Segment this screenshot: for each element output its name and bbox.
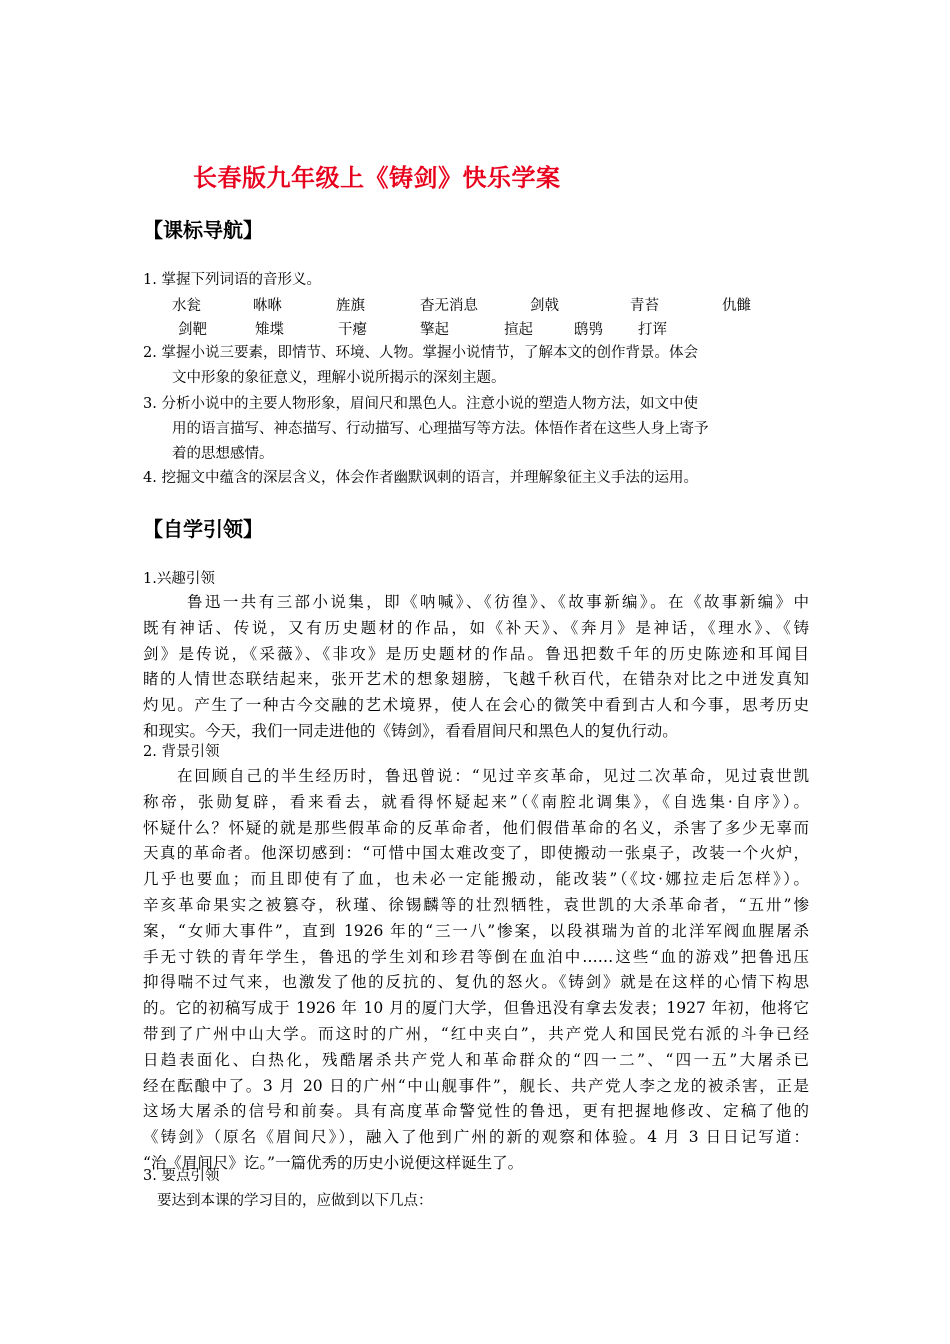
- paragraph-line: 手无寸铁的青年学生，鲁迅的学生刘和珍君等倒在血泊中……这些“血的游戏”把鲁迅压: [143, 947, 809, 966]
- objective-item-3-line-1: 3. 分析小说中的主要人物形象，眉间尺和黑色人。注意小说的塑造人物方法，如文中使: [143, 396, 698, 412]
- objective-item-2-line-1: 2. 掌握小说三要素，即情节、环境、人物。掌握小说情节，了解本文的创作背景。体会: [143, 345, 698, 361]
- vocab-word: 杳无消息: [420, 298, 478, 314]
- paragraph-interest: [143, 590, 809, 745]
- paragraph-line: 灼见。产生了一种古今交融的艺术境界，使人在会心的微笑中看到古人和今事，思考历史: [143, 696, 809, 715]
- paragraph-line: 案，“女师大事件”，直到 1926 年的“三一八”惨案，以段祺瑞为首的北洋军阀血腥屠杀: [143, 921, 809, 940]
- paragraph-line: 这场大屠杀的信号和前奏。具有高度革命警觉性的鲁迅，更有把握地修改、定稿了他的: [143, 1102, 809, 1121]
- paragraph-line: 抑得喘不过气来，也激发了他的反抗的、复仇的怒火。《铸剑》就是在这样的心情下构思: [143, 973, 809, 992]
- vocab-word: 剑靶: [178, 322, 207, 338]
- paragraph-line: 经在酝酿中了。3 月 20 日的广州“中山舰事件”，舰长、共产党人李之龙的被杀害，正是: [143, 1076, 809, 1095]
- paragraph-line: 称帝，张勋复辟，看来看去，就看得怀疑起来”（《南腔北调集》，《自选集·自序》）。: [143, 792, 809, 811]
- paragraph-line: 日趋表面化、白热化，残酷屠杀共产党人和革命群众的“四一二”、“四一五”大屠杀已: [143, 1050, 809, 1069]
- document-title: 长春版九年级上《铸剑》快乐学案: [193, 164, 561, 192]
- section-heading-curriculum: 【课标导航】: [143, 218, 263, 242]
- objective-item-4: 4. 挖掘文中蕴含的深层含义，体会作者幽默讽刺的语言，并理解象征主义手法的运用。: [143, 470, 698, 486]
- vocab-word: 剑戟: [530, 298, 559, 314]
- paragraph-line: 几乎也要血；而且即使有了血，也未必一定能搬动，能改装”（《坟·娜拉走后怎样》）。: [143, 870, 809, 889]
- objective-item-3-line-2: 用的语言描写、神态描写、行动描写、心理描写等方法。体悟作者在这些人身上寄予: [172, 421, 709, 437]
- paragraph-line: 剑》是传说，《采薇》、《非攻》是历史题材的作品。鲁迅把数千年的历史陈迹和耳闻目: [143, 644, 809, 663]
- vocab-word: 水瓮: [172, 298, 201, 314]
- paragraph-line: 既有神话、传说，又有历史题材的作品，如《补天》、《奔月》是神话，《理水》、《铸: [143, 618, 809, 637]
- paragraph-line: 天真的革命者。他深切感到：“可惜中国太难改变了，即使搬动一张桌子，改装一个火炉，: [143, 844, 809, 863]
- vocab-word: 打诨: [638, 322, 667, 338]
- paragraph-line: 和现实。今天，我们一同走进他的《铸剑》，看看眉间尺和黑色人的复仇行动。: [143, 721, 678, 740]
- paragraph-line: 带到了广州中山大学。而这时的广州，“红中夹白”，共产党人和国民党右派的斗争已经: [143, 1024, 809, 1043]
- vocab-word: 雉堞: [255, 322, 284, 338]
- subheading-interest: 1.兴趣引领: [143, 571, 215, 587]
- objective-item-3-line-3: 着的思想感情。: [172, 446, 274, 462]
- paragraph-line: 睹的人情世态联结起来，张开艺术的想象翅膀，飞越千秋百代，在错杂对比之中迸发真知: [143, 670, 809, 689]
- section-heading-self-study: 【自学引领】: [143, 517, 263, 541]
- paragraph-line: 在回顾自己的半生经历时，鲁迅曾说：“见过辛亥革命，见过二次革命，见过袁世凯: [177, 767, 809, 785]
- paragraph-line: 鲁迅一共有三部小说集，即《呐喊》、《彷徨》、《故事新编》。在《故事新编》中: [187, 593, 809, 611]
- paragraph-line: 怀疑什么？怀疑的就是那些假革命的反革命者，他们假借革命的名义，杀害了多少无辜而: [143, 818, 809, 837]
- paragraph-background: [143, 764, 809, 1177]
- vocab-word: 鸱鸮: [574, 322, 603, 338]
- vocab-word: 旌旗: [336, 298, 365, 314]
- vocab-word: 仇雠: [722, 298, 751, 314]
- objective-item-1: 1. 掌握下列词语的音形义。: [143, 272, 321, 288]
- paragraph-line: 的。它的初稿写成于 1926 年 10 月的厦门大学，但鲁迅没有拿去发表；1927 年初，他将它: [143, 999, 809, 1018]
- paragraph-line: 《铸剑》（原名《眉间尺》），融入了他到广州的新的观察和体验。4 月 3 日日记写道：: [143, 1128, 809, 1147]
- vocab-word: 干瘪: [338, 322, 367, 338]
- paragraph-key-points: 要达到本课的学习目的，应做到以下几点：: [157, 1193, 433, 1209]
- vocab-word: 擎起: [420, 322, 449, 338]
- subheading-key-points: 3. 要点引领: [143, 1168, 220, 1184]
- subheading-background: 2. 背景引领: [143, 744, 220, 760]
- vocab-word: 咻咻: [253, 298, 282, 314]
- paragraph-line: “治《眉间尺》讫。”一篇优秀的历史小说便这样诞生了。: [143, 1153, 524, 1172]
- paragraph-line: 辛亥革命果实之被篡夺，秋瑾、徐锡麟等的壮烈牺牲，袁世凯的大杀革命者，“五卅”惨: [143, 895, 809, 914]
- vocab-word: 揎起: [504, 322, 533, 338]
- vocab-word: 青苔: [630, 298, 659, 314]
- objective-item-2-line-2: 文中形象的象征意义，理解小说所揭示的深刻主题。: [172, 370, 506, 386]
